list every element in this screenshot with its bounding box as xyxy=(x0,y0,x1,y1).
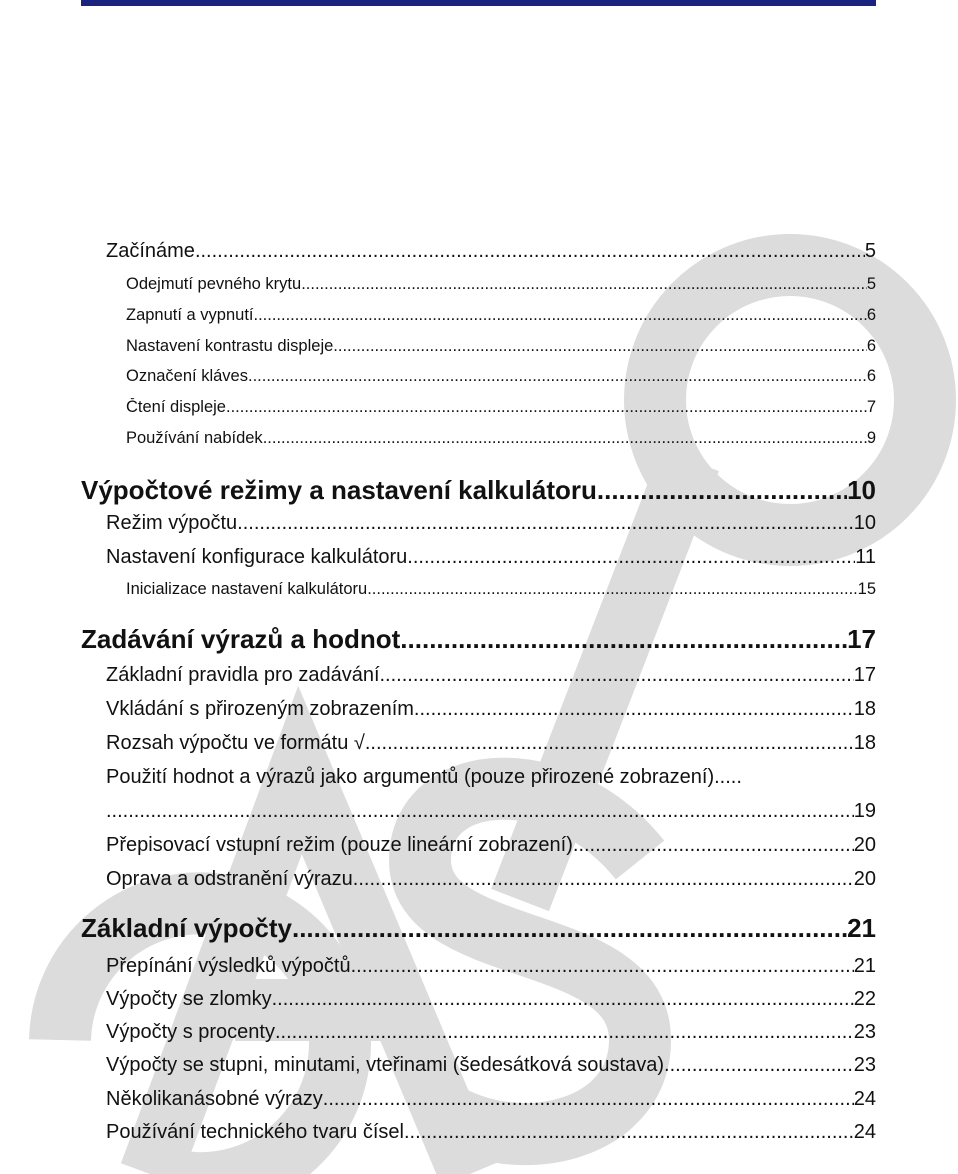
toc-page-number: 19 xyxy=(853,800,876,822)
toc-entry-label: Výpočty se stupni, minutami, vteřinami (šedesátková soustava) xyxy=(106,1054,665,1076)
toc-leader-dots xyxy=(333,337,867,356)
toc-leader-dots xyxy=(275,1021,854,1044)
toc-leader-dots xyxy=(597,475,847,506)
toc-entry[interactable] xyxy=(126,275,876,294)
toc-leader-dots xyxy=(353,868,854,891)
toc-page-number: 10 xyxy=(847,475,876,505)
toc-entry[interactable] xyxy=(106,1121,876,1144)
toc-entry[interactable] xyxy=(126,367,876,386)
toc-entry-label: Začínáme xyxy=(106,240,195,262)
toc-entry[interactable] xyxy=(106,240,876,263)
toc-entry-label: Inicializace nastavení kalkulátoru xyxy=(126,580,368,598)
toc-page-number: 6 xyxy=(866,337,876,355)
toc-page-number: 18 xyxy=(853,698,876,720)
toc-entry-label: Zadávání výrazů a hodnot xyxy=(81,624,401,654)
toc-page-number: 24 xyxy=(853,1121,876,1143)
toc-entry[interactable] xyxy=(106,664,876,687)
toc-entry[interactable] xyxy=(126,580,876,599)
toc-page-number: 6 xyxy=(866,367,876,385)
toc-page-number: 21 xyxy=(847,913,876,943)
toc-page-number: 21 xyxy=(853,955,876,977)
toc-page-number: 5 xyxy=(866,275,876,293)
toc-entry[interactable] xyxy=(106,1088,876,1111)
toc-page-number: 20 xyxy=(853,834,876,856)
toc-page-number: 5 xyxy=(864,240,876,262)
toc-leader-dots xyxy=(272,988,854,1011)
toc-entry[interactable] xyxy=(106,868,876,891)
toc-page-number: 23 xyxy=(853,1054,876,1076)
toc-entry[interactable] xyxy=(106,546,876,569)
toc-entry-continuation[interactable] xyxy=(106,800,876,823)
toc-leader-dots xyxy=(367,580,857,599)
toc-page-number: 17 xyxy=(847,624,876,654)
toc-page-number: 9 xyxy=(866,429,876,447)
toc-page-number: 22 xyxy=(853,988,876,1010)
toc-entry[interactable] xyxy=(106,512,876,535)
toc-entry-label: Používání nabídek xyxy=(126,429,263,447)
toc-entry-label: Čtení displeje xyxy=(126,398,226,416)
toc-entry[interactable] xyxy=(106,955,876,978)
toc-entry[interactable] xyxy=(106,834,876,857)
toc-page-number: 6 xyxy=(866,306,876,324)
toc-entry-label: Přepisovací vstupní režim (pouze lineární zobrazení) xyxy=(106,834,573,856)
toc-entry-label: Výpočty s procenty xyxy=(106,1021,275,1043)
toc-leader-dots xyxy=(292,913,847,944)
toc-page-number: 18 xyxy=(853,732,876,754)
toc-leader-dots xyxy=(254,306,867,325)
toc-chapter-entry[interactable] xyxy=(81,475,876,506)
toc-entry[interactable] xyxy=(106,698,876,721)
toc-entry[interactable] xyxy=(126,398,876,417)
toc-leader-dots xyxy=(226,398,867,417)
toc-entry-label: Režim výpočtu xyxy=(106,512,238,534)
toc-entry-label: Základní pravidla pro zadávání xyxy=(106,664,380,686)
toc-entry-label: Nastavení kontrastu displeje xyxy=(126,337,334,355)
toc-entry-label: Výpočty se zlomky xyxy=(106,988,272,1010)
toc-leader-dots xyxy=(195,240,865,263)
toc-entry-label: Přepínání výsledků výpočtů xyxy=(106,955,351,977)
toc-entry-label: Základní výpočty xyxy=(81,913,292,943)
toc-entry[interactable] xyxy=(106,1054,876,1077)
toc-chapter-entry[interactable] xyxy=(81,624,876,655)
toc-entry[interactable] xyxy=(126,337,876,356)
toc-entry-label: Rozsah výpočtu ve formátu √ xyxy=(106,732,365,754)
toc-leader-dots xyxy=(301,275,867,294)
toc-entry[interactable] xyxy=(106,988,876,1011)
toc-leader-dots xyxy=(106,800,854,823)
toc-chapter-entry[interactable] xyxy=(81,913,876,944)
toc-entry-label: Vkládání s přirozeným zobrazením xyxy=(106,698,414,720)
toc-entry[interactable] xyxy=(126,306,876,325)
toc-leader-dots xyxy=(380,664,854,687)
toc-page-number: 11 xyxy=(855,546,876,568)
toc-entry-label: Odejmutí pevného krytu xyxy=(126,275,302,293)
toc-leader-dots xyxy=(664,1054,854,1077)
toc-entry-label: Zapnutí a vypnutí xyxy=(126,306,254,324)
toc-page-number: 23 xyxy=(853,1021,876,1043)
toc-entry-label: Označení kláves xyxy=(126,367,248,385)
toc-leader-dots xyxy=(237,512,854,535)
toc-entry-label: Oprava a odstranění výrazu xyxy=(106,868,353,890)
toc-leader-dots xyxy=(414,698,854,721)
toc-page-number: 24 xyxy=(853,1088,876,1110)
toc-leader-dots xyxy=(573,834,854,857)
toc-entry-label: Použití hodnot a výrazů jako argumentů (pouze přirozené zobrazení)..... xyxy=(106,766,742,788)
toc-page-number: 20 xyxy=(853,868,876,890)
toc-entry[interactable] xyxy=(106,732,876,755)
toc-leader-dots xyxy=(323,1088,854,1111)
toc-leader-dots xyxy=(404,1121,854,1144)
toc-entry[interactable] xyxy=(126,429,876,448)
toc-leader-dots xyxy=(365,732,854,755)
toc-entry-label: Výpočtové režimy a nastavení kalkulátoru xyxy=(81,475,597,505)
toc-page-number: 7 xyxy=(866,398,876,416)
toc-entry-label: Používání technického tvaru čísel xyxy=(106,1121,404,1143)
toc-leader-dots xyxy=(351,955,854,978)
toc-leader-dots xyxy=(263,429,867,448)
toc-page-number: 10 xyxy=(853,512,876,534)
toc-leader-dots xyxy=(400,624,847,655)
toc-leader-dots xyxy=(248,367,867,386)
toc-entry-label: Několikanásobné výrazy xyxy=(106,1088,323,1110)
toc-leader-dots xyxy=(407,546,855,569)
toc-entry[interactable] xyxy=(106,1021,876,1044)
toc-entry[interactable] xyxy=(106,766,876,789)
square-root-symbol: √ xyxy=(353,732,365,754)
toc-page-number: 17 xyxy=(853,664,876,686)
toc-entry-label: Nastavení konfigurace kalkulátoru xyxy=(106,546,408,568)
toc-page-number: 15 xyxy=(857,580,876,598)
